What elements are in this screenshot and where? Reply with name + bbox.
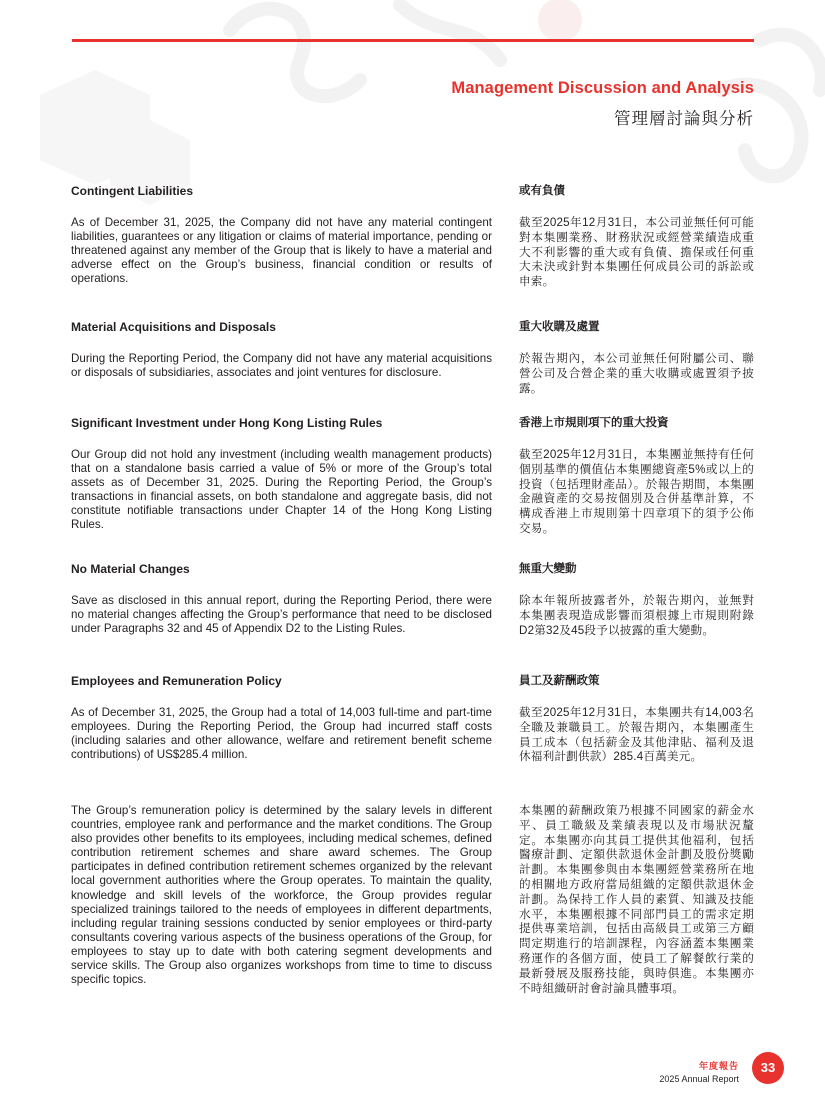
section-heading: 香港上市規則項下的重大投資 xyxy=(519,417,669,429)
section-employees-en xyxy=(71,674,492,987)
section-no-material-changes-en xyxy=(71,562,492,663)
section-contingent-liabilities-zh xyxy=(519,184,754,309)
page-header xyxy=(451,79,754,129)
chinese-column xyxy=(519,184,754,1007)
section-heading: 無重大變動 xyxy=(519,563,577,575)
section-title-zh: 管理層討論與分析 xyxy=(614,110,754,128)
section-title-en: Management Discussion and Analysis xyxy=(451,79,754,97)
section-body: As of December 31, 2025, the Company did not have any material contingent liabilities, guarantees or any litigation or claims of material importance, pending or threatened against any member of the Group that is likely to have a material and adverse effect on the Group’s business, financial condition or results of operations. xyxy=(71,216,492,286)
section-body: 截至2025年12月31日，本公司並無任何可能對本集團業務、財務狀況或經營業績造成重大不利影響的重大或有負債、擔保或任何重大未決或針對本集團任何成員公司的訴訟或申索。 xyxy=(519,216,754,289)
section-body: 於報告期內，本公司並無任何附屬公司、聯營公司及合營企業的重大收購或處置須予披露。 xyxy=(519,352,754,395)
section-body: 截至2025年12月31日，本集團共有14,003名全職及兼職員工。於報告期內，本集團產生員工成本（包括薪金及其他津貼、福利及退休福利計劃供款）285.4百萬美元。 xyxy=(519,706,754,764)
section-body: Our Group did not hold any investment (including wealth management products) that on a standalone basis carried a value of 5% or more of the Group’s total assets as of December 31, 2025. During the Reporting Period, the Group’s transactions in financial assets, on both standalone and aggregate basis, did not constitute notifiable transactions under Chapter 14 of the Hong Kong Listing Rules. xyxy=(71,448,492,532)
section-heading: Contingent Liabilities xyxy=(71,184,193,198)
annual-report-label-zh: 年度報告 xyxy=(698,1061,739,1071)
section-body-continued: The Group’s remuneration policy is determined by the salary levels in different countries, employee rank and performance and the market conditions. The Group also provides other benefits to its employees, including medical schemes, defined contribution retirement schemes and share award schemes. The Group participates in defined contribution retirement schemes organized by the relevant local government authorities where the Group operates. To maintain the quality, knowledge and skill levels of the workforce, the Group provides regular specialized trainings tailored to the needs of employees in different departments, including regular training sessions conducted by senior employees or third-party consultants covering various aspects of the business operations of the Group, for employees to stay up to date with both catering segment developments and service skills. The Group also organizes workshops from time to time to discuss specific topics. xyxy=(71,804,492,987)
section-significant-investment-en xyxy=(71,416,492,551)
section-heading: No Material Changes xyxy=(71,562,190,576)
section-no-material-changes-zh xyxy=(519,562,754,663)
section-employees-zh xyxy=(519,674,754,996)
section-body-continued: 本集團的薪酬政策乃根據不同國家的薪金水平、員工職級及業績表現以及市場狀況釐定。本集團亦向其員工提供其他福利，包括醫療計劃、定額供款退休金計劃及股份獎勵計劃。本集團參與由本集團經營業務所在地的相關地方政府當局組織的定額供款退休金計劃。為保持工作人員的素質、知識及技能水平，本集團根據不同部門員工的需求定期提供專業培訓，包括由高級員工或第三方顧問定期進行的培訓課程，內容涵蓋本集團業務運作的各個方面，使員工了解餐飲行業的最新發展及服務技能，與時俱進。本集團亦不時組織研討會討論具體事項。 xyxy=(519,804,754,995)
section-heading: 或有負債 xyxy=(519,185,565,197)
section-body: 除本年報所披露者外，於報告期內，並無對本集團表現造成影響而須根據上市規則附錄D2第32及45段予以披露的重大變動。 xyxy=(519,594,754,637)
page-number-badge: 33 xyxy=(752,1052,784,1084)
page-footer xyxy=(659,1059,739,1084)
section-acquisitions-en xyxy=(71,320,492,405)
english-column xyxy=(71,184,492,998)
section-heading: Significant Investment under Hong Kong Listing Rules xyxy=(71,416,383,430)
section-body: Save as disclosed in this annual report, during the Reporting Period, there were no material changes affecting the Group’s performance that need to be disclosed under Paragraphs 32 and 45 of Appendix D2 to the Listing Rules. xyxy=(71,594,492,636)
section-significant-investment-zh xyxy=(519,416,754,551)
section-heading: 重大收購及處置 xyxy=(519,321,600,333)
section-heading: Material Acquisitions and Disposals xyxy=(71,320,276,334)
section-heading: Employees and Remuneration Policy xyxy=(71,674,282,688)
section-contingent-liabilities-en xyxy=(71,184,492,309)
section-acquisitions-zh xyxy=(519,320,754,405)
section-body: As of December 31, 2025, the Group had a total of 14,003 full-time and part-time employees. During the Reporting Period, the Group had incurred staff costs (including salaries and other allowance, welfare and retirement benefit scheme contributions) of US$285.4 million. xyxy=(71,706,492,762)
header-rule xyxy=(72,39,754,42)
section-body: During the Reporting Period, the Company did not have any material acquisitions or disposals of subsidiaries, associates and joint ventures for disclosure. xyxy=(71,352,492,380)
section-heading: 員工及薪酬政策 xyxy=(519,675,600,687)
annual-report-label-en: 2025 Annual Report xyxy=(659,1074,739,1084)
section-body: 截至2025年12月31日，本集團並無持有任何個別基準的價值佔本集團總資產5%或以上的投資（包括理財產品）。於報告期間，本集團金融資產的交易按個別及合併基準計算，不構成香港上市規則第十四章項下的須予公佈交易。 xyxy=(519,448,754,535)
